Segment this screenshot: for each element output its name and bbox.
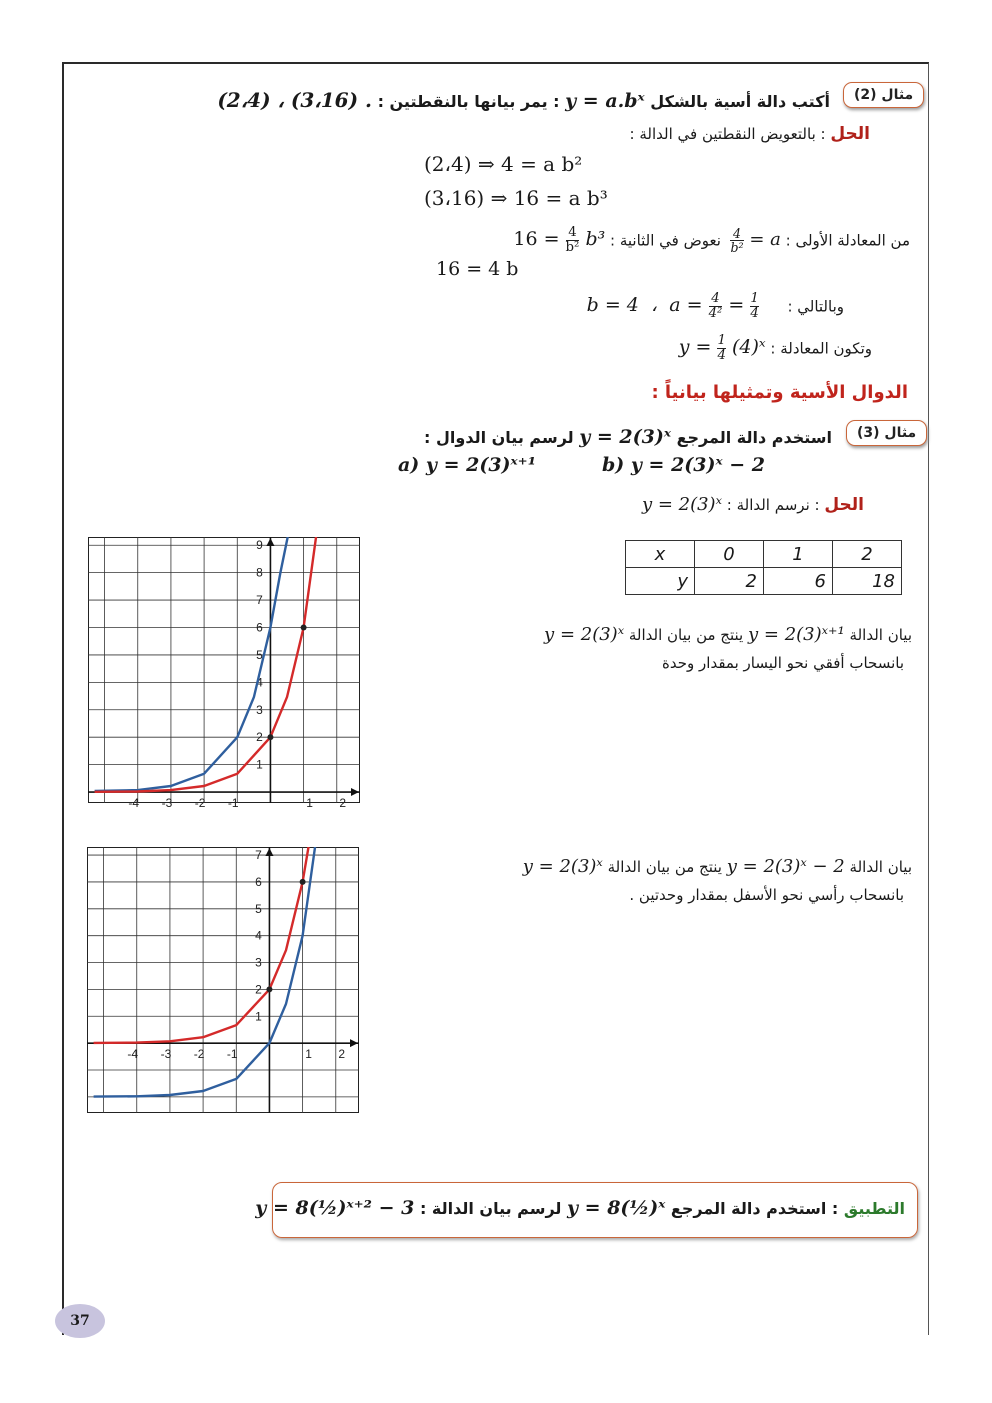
data-point <box>300 879 306 885</box>
sub-num: 4 <box>566 226 580 241</box>
application-label: التطبيق <box>843 1199 905 1218</box>
note-b-f1: y = 2(3)ˣ − 2 <box>726 856 845 877</box>
application-f2: y = 8(½)ˣ⁺² − 3 <box>255 1197 415 1219</box>
y-tick-label: 5 <box>255 901 262 916</box>
final-lhs: y = <box>678 336 712 359</box>
ra-num2: 1 <box>750 291 759 306</box>
substitution-expression <box>513 225 606 255</box>
application-text1: : استخدم دالة المرجع <box>670 1199 839 1218</box>
y-tick-label: 2 <box>256 730 263 745</box>
part-a: a) y = 2(3)ˣ⁺¹ <box>398 454 537 476</box>
a-expr-num: 4 <box>730 227 743 241</box>
example3-statement-formula: y = 2(3)ˣ <box>579 426 671 448</box>
result-b: b = 4 <box>586 294 639 317</box>
sub-den: b² <box>565 239 580 255</box>
page-number: 37 <box>55 1304 105 1338</box>
y-tick-label: 7 <box>256 593 263 608</box>
values-table <box>625 540 902 595</box>
note-a-line1 <box>544 624 912 645</box>
example3-tag: مثال (3) <box>846 420 927 446</box>
note-a-text2: ينتج من بيان الدالة <box>628 626 744 644</box>
note-a-line2: بانسحاب أفقي نحو اليسار بمقدار وحدة <box>662 654 904 672</box>
table-cell: 1 <box>764 541 833 568</box>
example3-statement <box>424 426 832 448</box>
example2-solution-line <box>630 124 870 144</box>
x-tick-label: -1 <box>226 1047 238 1062</box>
x-tick-label: -3 <box>160 1047 172 1062</box>
substitute-text: نعوض في الثانية : <box>610 231 721 250</box>
table-row <box>626 568 902 595</box>
ra-num1: 4 <box>709 292 723 307</box>
solution-label: الحل <box>830 124 870 144</box>
equation-label: وتكون المعادلة : <box>770 339 872 358</box>
y-tick-label: 9 <box>256 538 263 553</box>
result-line <box>587 292 844 321</box>
y-tick-label: 8 <box>256 565 263 580</box>
chart-border <box>89 538 360 803</box>
equation-4: 16 = 4 b <box>436 258 519 280</box>
solution-text: : بالتعويض النقطتين في الدالة : <box>629 125 826 143</box>
example2-formula: y = a.bˣ <box>565 90 645 112</box>
chart-border <box>88 848 359 1113</box>
final-den: 4 <box>717 347 726 363</box>
y-tick-label: 1 <box>256 757 263 772</box>
substitution-line <box>513 226 910 255</box>
equation-1: (2،4) ⇒ 4 = a b² <box>424 152 583 176</box>
example3-statement-b: لرسم بيان الدوال : <box>424 428 574 447</box>
y-tick-label: 3 <box>256 702 263 717</box>
x-tick-label: -2 <box>194 796 206 811</box>
x-tick-label: 1 <box>305 1047 312 1062</box>
x-tick-label: -2 <box>193 1047 205 1062</box>
application-box <box>255 1182 918 1238</box>
note-a-f1: y = 2(3)ˣ⁺¹ <box>748 624 845 645</box>
final-equation <box>678 333 766 363</box>
y-tick-label: 5 <box>256 647 263 662</box>
y-tick-label: 6 <box>255 874 262 889</box>
y-tick-label: 6 <box>256 620 263 635</box>
example2-tag: مثال (2) <box>843 82 924 108</box>
table-cell: 6 <box>764 568 833 595</box>
note-a-text1: بيان الدالة <box>849 626 912 644</box>
x-tick-label: -4 <box>128 796 140 811</box>
final-equation-line <box>679 334 872 363</box>
ra-den2: 4 <box>750 305 759 321</box>
note-b-text2: ينتج من بيان الدالة <box>607 858 722 876</box>
table-header-x: x <box>626 541 695 568</box>
table-row <box>626 541 902 568</box>
data-point <box>266 986 272 992</box>
table-cell: 18 <box>833 568 902 595</box>
example3-solution-line <box>642 494 864 515</box>
ra-den1: 4² <box>708 305 723 321</box>
result-expression: b = 4 ، a = $\frac{4}{\text{4²}}$ = $\frac{1}{4}$ <box>586 291 759 321</box>
part-b: b) y = 2(3)ˣ − 2 <box>602 454 766 476</box>
table-cell: 0 <box>695 541 764 568</box>
example3-solution-formula: y = 2(3)ˣ <box>641 494 722 515</box>
y-tick-label: 4 <box>255 928 262 943</box>
final-tail: (4)ˣ <box>731 336 766 359</box>
data-point <box>267 734 273 740</box>
table-header-y: y <box>626 568 695 595</box>
example3-statement-a: استخدم دالة المرجع <box>676 428 832 447</box>
x-tick-label: 2 <box>338 1047 346 1062</box>
data-point <box>301 624 307 630</box>
example3-solution-label: الحل <box>824 495 864 515</box>
note-b-line1 <box>523 856 912 877</box>
table-cell: 2 <box>833 541 902 568</box>
example2-statement2: : يمر بيانها بالنقطتين : <box>377 92 560 111</box>
x-tick-label: 1 <box>306 796 313 811</box>
from-first-text: من المعادلة الأولى : <box>785 231 910 250</box>
example2-statement <box>217 88 830 112</box>
note-b-text1: بيان الدالة <box>849 858 912 876</box>
graph-2 <box>87 847 359 1113</box>
x-tick-label: -1 <box>227 796 239 811</box>
application-text2: لرسم بيان الدالة : <box>419 1199 562 1218</box>
a-expr-den: b² <box>730 239 744 255</box>
example2-points: (2،4) ، (3،16) . <box>217 88 372 112</box>
therefore-text: وبالتالي : <box>787 297 844 316</box>
result-a: a = <box>669 294 703 317</box>
x-tick-label: -4 <box>127 1047 139 1062</box>
result-sep: ، <box>650 294 658 317</box>
y-tick-label: 4 <box>256 675 263 690</box>
y-tick-label: 1 <box>255 1009 262 1024</box>
x-tick-label: -3 <box>161 796 173 811</box>
application-f1: y = 8(½)ˣ <box>567 1197 666 1219</box>
x-tick-label: 2 <box>339 796 347 811</box>
graph-1 <box>88 537 360 811</box>
note-b-f2: y = 2(3)ˣ <box>522 856 603 877</box>
y-tick-label: 3 <box>255 955 262 970</box>
example3-solution-text: : نرسم الدالة : <box>726 496 820 514</box>
table-cell: 2 <box>695 568 764 595</box>
section-title: الدوال الأسية وتمثيلها بيانياً : <box>651 382 908 403</box>
application-line <box>255 1197 905 1219</box>
example2-statement-text: أكتب دالة أسية بالشكل <box>650 92 830 111</box>
sub-tail: b³ <box>585 228 606 251</box>
sub-lhs: 16 = <box>513 228 560 251</box>
note-b-line2: بانسحاب رأسي نحو الأسفل بمقدار وحدتين . <box>629 886 904 904</box>
a-expression <box>730 225 781 255</box>
final-num: 1 <box>717 333 726 348</box>
y-tick-label: 7 <box>255 848 262 863</box>
y-tick-label: 2 <box>255 982 262 997</box>
equation-2: (3،16) ⇒ 16 = a b³ <box>424 186 608 210</box>
a-expr-tail: = a <box>749 229 781 251</box>
note-a-f2: y = 2(3)ˣ <box>544 624 625 645</box>
